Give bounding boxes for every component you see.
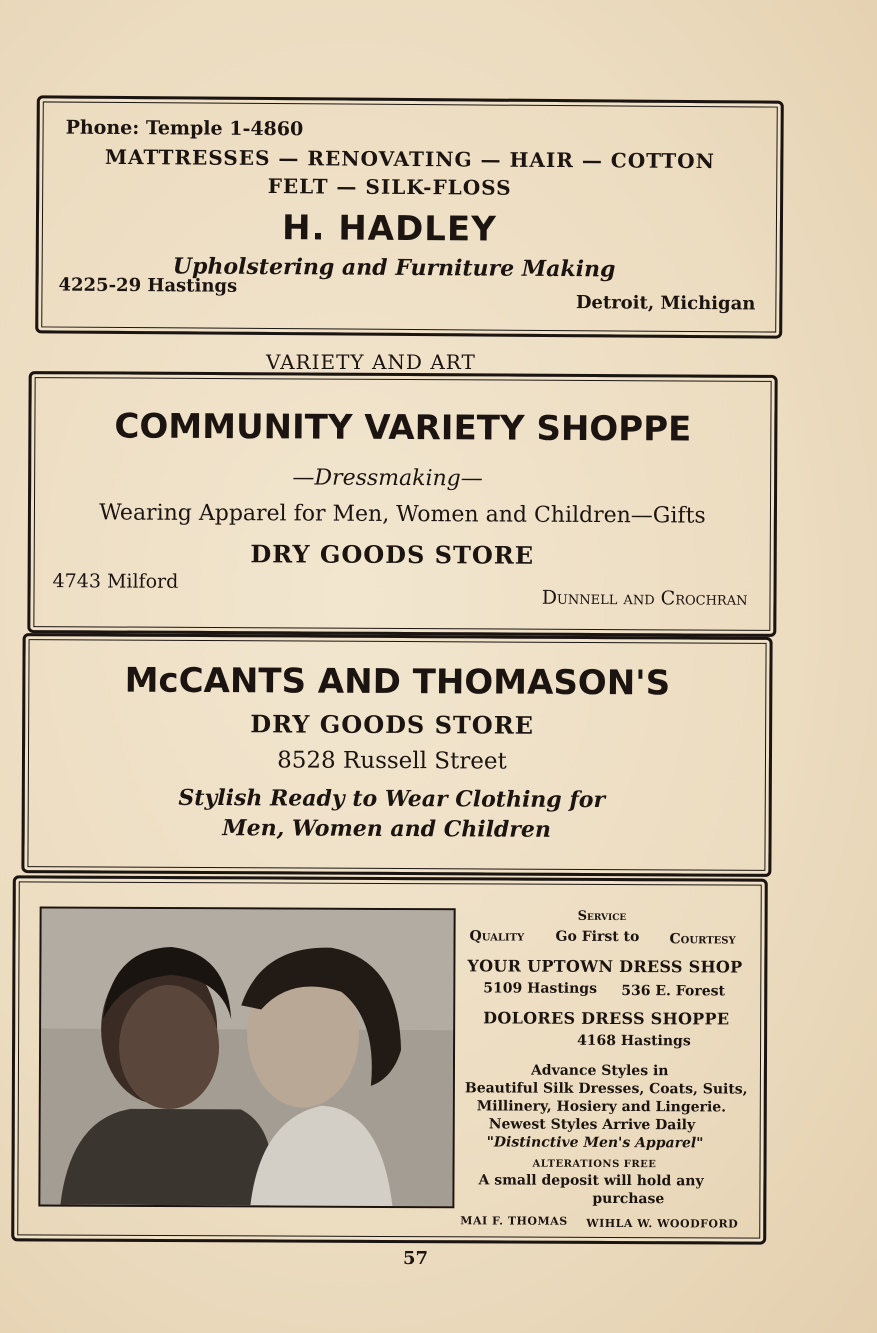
tagline-line-1: Stylish Ready to Wear Clothing for [178,784,606,814]
community-variety-ad [27,371,777,637]
dress-shop-ad [11,875,768,1244]
quality-label: Quality [469,928,525,945]
business-address: 4225-29 Hastings [58,274,238,297]
phone-number: Phone: Temple 1-4860 [65,116,304,141]
owner-2: WIHLA W. WOODFORD [586,1216,739,1231]
hadley-ad [35,95,784,338]
business-name: COMMUNITY VARIETY SHOPPE [114,406,692,450]
uptown-address-1: 5109 Hastings [483,980,598,997]
alterations-note: ALTERATIONS FREE [532,1158,657,1171]
services-line: MATTRESSES — RENOVATING — HAIR — COTTON [104,144,716,174]
uptown-shop-name: YOUR UPTOWN DRESS SHOP [467,956,743,977]
deposit-line-1: A small deposit will hold any [478,1172,704,1190]
owner-1: MAI F. THOMAS [460,1214,568,1228]
portrait-photo [38,906,455,1208]
dolores-address: 4168 Hastings [577,1032,691,1050]
store-type: DRY GOODS STORE [250,539,535,570]
desc-line-5: "Distinctive Men's Apparel" [486,1134,704,1152]
apparel-line: Wearing Apparel for Men, Women and Children—Gifts [99,500,706,529]
business-service: —Dressmaking— [292,465,483,492]
business-name: H. HADLEY [281,208,497,250]
business-city: Detroit, Michigan [575,292,756,315]
dolores-shop-name: DOLORES DRESS SHOPPE [483,1008,730,1029]
deposit-line-2: purchase [592,1190,665,1208]
desc-line-4: Newest Styles Arrive Daily [488,1116,696,1134]
portrait-illustration [40,908,453,1206]
courtesy-label: Courtesy [669,931,736,948]
business-owners: Dunnell and Crochran [541,586,748,610]
store-type: DRY GOODS STORE [250,709,535,740]
business-address: 4743 Milford [52,570,179,593]
desc-line-1: Advance Styles in [530,1062,669,1080]
business-address: 8528 Russell Street [277,747,507,775]
materials-line: FELT — SILK-FLOSS [267,174,512,200]
business-name: McCANTS AND THOMASON'S [124,660,671,704]
desc-line-3: Millinery, Hosiery and Lingerie. [476,1098,727,1116]
uptown-address-2: 536 E. Forest [621,983,726,1000]
service-label: Service [577,908,627,925]
mccants-thomason-ad [21,633,772,877]
business-tagline: Upholstering and Furniture Making [172,253,616,283]
page-number: 57 [403,1248,429,1269]
tagline-line-2: Men, Women and Children [222,815,552,843]
section-heading: VARIETY AND ART [266,350,476,374]
go-first-label: Go First to [555,928,640,946]
desc-line-2: Beautiful Silk Dresses, Coats, Suits, [464,1080,748,1098]
